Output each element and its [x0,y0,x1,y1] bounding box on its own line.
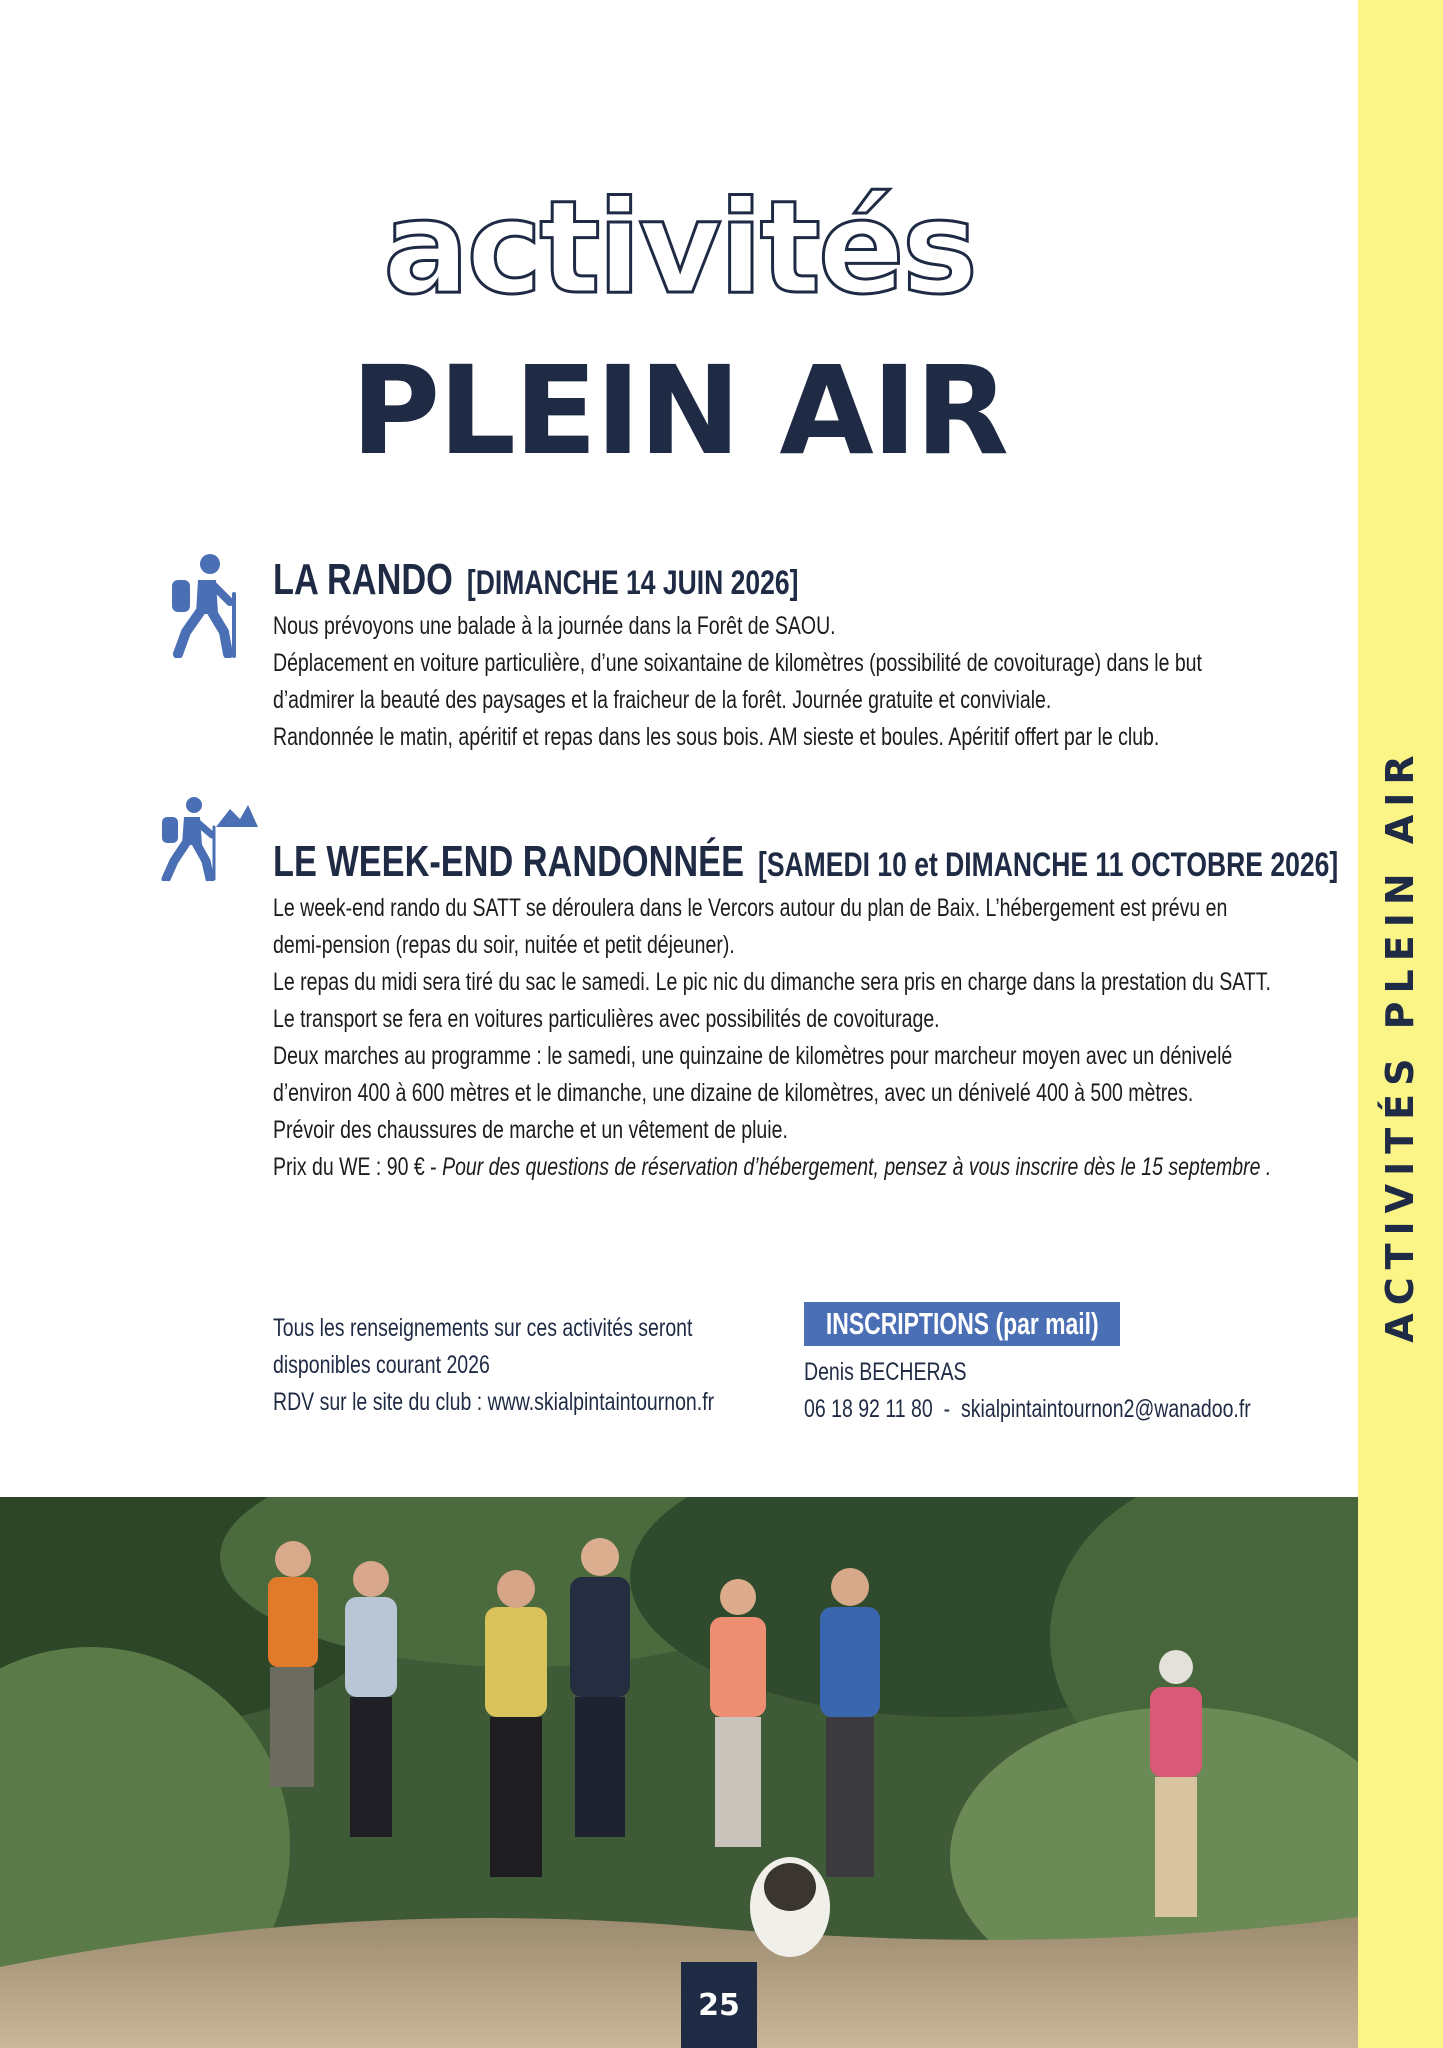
info-line-website: RDV sur le site du club : www.skialpintaintournon.fr [273,1388,715,1416]
contact-phone: 06 18 92 11 80 [804,1395,933,1423]
info-line: Tous les renseignements sur ces activités seront [273,1314,693,1342]
contact-separator: - [943,1395,951,1423]
info-block [273,1310,714,1421]
rando-paragraph: Randonnée le matin, apéritif et repas dans les sous bois. AM sieste et boules. Apéritif offert par le club. [273,723,1160,752]
weekend-title: LE WEEK-END RANDONNÉE [273,837,744,886]
rando-paragraph: Déplacement en voiture particulière, d’une soixantaine de kilomètres (possibilité de covoiturage) dans le but d’admirer la beauté des paysages et la fraicheur de la forêt. Journée gratuite et conviviale. [273,649,1202,715]
rando-body [273,608,1271,756]
weekend-paragraph: Le repas du midi sera tiré du sac le samedi. Le pic nic du dimanche sera pris en charge dans la prestation du SATT. [273,968,1271,997]
title-plein-air: PLEIN AIR [350,340,1008,482]
group-photo [0,1497,1358,2048]
page-number: 25 [681,1962,757,2048]
weekend-price: Prix du WE : 90 € - [273,1153,443,1182]
section-rando-heading [273,556,1037,604]
contact-name: Denis BECHERAS [804,1358,967,1386]
contact-block [804,1354,1251,1428]
weekend-body [273,890,1271,1186]
section-rando [273,556,1253,756]
weekend-date: [SAMEDI 10 et DIMANCHE 11 OCTOBRE 2026] [758,846,1339,884]
weekend-price-note: Pour des questions de réservation d’hébergement, pensez à vous inscrire dès le 15 septembre . [442,1153,1272,1182]
hiker-mountain-icon [158,795,258,881]
contact-email[interactable]: skialpintaintournon2@wanadoo.fr [961,1395,1251,1423]
hiker-icon [168,552,248,658]
weekend-paragraph: Deux marches au programme : le samedi, une quinzaine de kilomètres pour marcheur moyen avec un dénivelé d’environ 400 à 600 mètres et le dimanche, une dizaine de kilomètres, avec un dénivelé 400 à 500 mètres. [273,1042,1233,1108]
inscriptions-label: INSCRIPTIONS (par mail) [825,1306,1099,1341]
section-weekend [273,837,1339,1186]
side-band [1358,0,1443,2048]
weekend-paragraph: Le transport se fera en voitures particulières avec possibilités de covoiturage. [273,1005,940,1034]
weekend-paragraph: Le week-end rando du SATT se déroulera dans le Vercors autour du plan de Baix. L’hébergement est prévu en demi-pension (repas du soir, nuitée et petit déjeuner). [273,894,1228,960]
weekend-paragraph: Prévoir des chaussures de marche et un vêtement de pluie. [273,1116,788,1145]
rando-date: [DIMANCHE 14 JUIN 2026] [466,564,799,602]
section-weekend-heading [273,837,1339,886]
contact-line [804,1391,1251,1428]
info-line: disponibles courant 2026 [273,1351,490,1379]
title-activites: activités [383,174,975,323]
inscriptions-badge [804,1302,1120,1346]
rando-title: LA RANDO [273,555,453,604]
side-label: ACTIVITÉS PLEIN AIR [1378,747,1422,1343]
rando-paragraph: Nous prévoyons une balade à la journée dans la Forêt de SAOU. [273,612,836,641]
weekend-price-line [273,1149,1271,1186]
